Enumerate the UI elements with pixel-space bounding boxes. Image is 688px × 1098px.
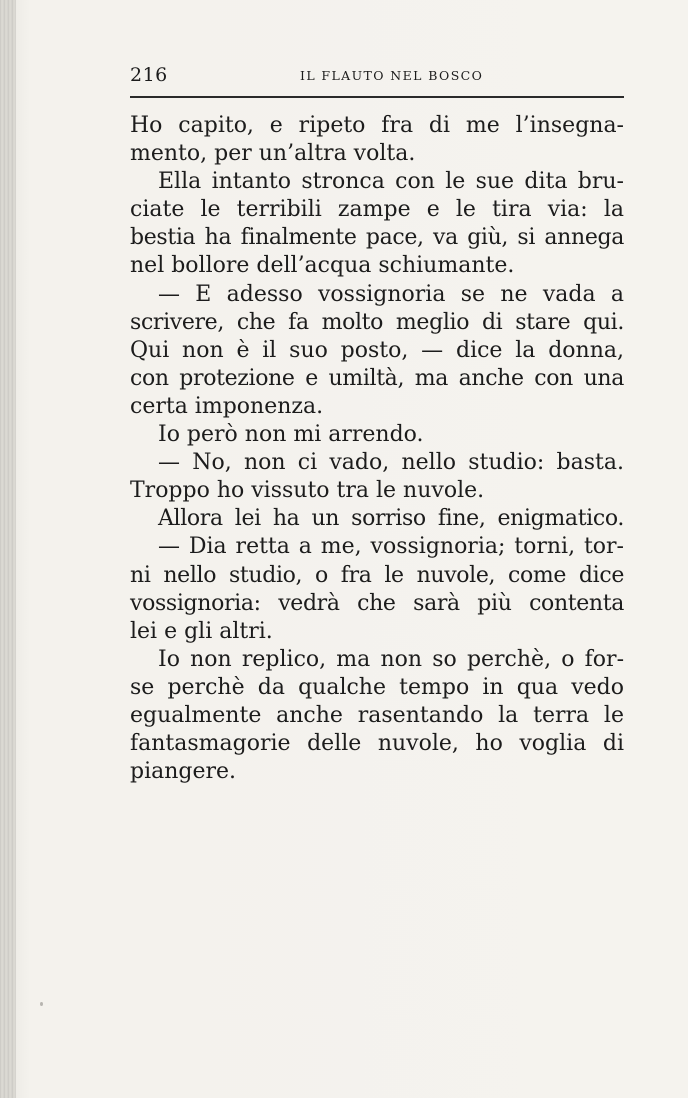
text-line: Qui non è il suo posto, — dice la donna, — [130, 337, 624, 363]
header-rule — [130, 96, 624, 98]
text-line: — Dia retta a me, vossignoria; torni, tor- — [158, 534, 624, 560]
text-line: ciate le terribili zampe e le tira via: la — [130, 197, 624, 223]
text-line: Io però non mi arrendo. — [158, 422, 424, 448]
page-header — [130, 60, 624, 88]
text-line: — E adesso vossignoria se ne vada a — [158, 281, 624, 307]
text-line: fantasmagorie delle nuvole, ho voglia di — [130, 731, 624, 757]
text-line: Io non replico, ma non so perchè, o for- — [158, 646, 624, 672]
text-line: piangere. — [130, 759, 237, 785]
text-line: Troppo ho vissuto tra le nuvole. — [130, 478, 485, 504]
running-title: IL FLAUTO NEL BOSCO — [300, 68, 484, 83]
text-line: se perchè da qualche tempo in qua vedo — [130, 674, 624, 700]
page-binding-edge — [0, 0, 16, 1098]
page-number: 216 — [130, 64, 168, 86]
text-line: Ho capito, e ripeto fra di me l’insegna- — [130, 113, 624, 138]
text-line: nel bollore dell’acqua schiumante. — [130, 253, 515, 279]
text-line: mento, per un’altra volta. — [130, 141, 416, 167]
text-line: vossignoria: vedrà che sarà più contenta — [130, 590, 624, 616]
body-text — [130, 112, 624, 786]
text-line: con protezione e umiltà, ma anche con una — [130, 365, 624, 391]
text-line: ni nello studio, o fra le nuvole, come dice — [130, 562, 624, 588]
text-line: bestia ha finalmente pace, va giù, si annega — [130, 225, 624, 251]
text-line: certa imponenza. — [130, 393, 324, 419]
text-line: egualmente anche rasentando la terra le — [130, 702, 624, 728]
text-line: Allora lei ha un sorriso fine, enigmatico. — [158, 506, 624, 532]
text-line: scrivere, che fa molto meglio di stare qui. — [130, 309, 624, 335]
text-line: lei e gli altri. — [130, 618, 273, 644]
text-line: Ella intanto stronca con le sue dita bru- — [158, 169, 624, 195]
paper-speck — [40, 1002, 43, 1006]
text-line: — No, non ci vado, nello studio: basta. — [158, 450, 624, 476]
